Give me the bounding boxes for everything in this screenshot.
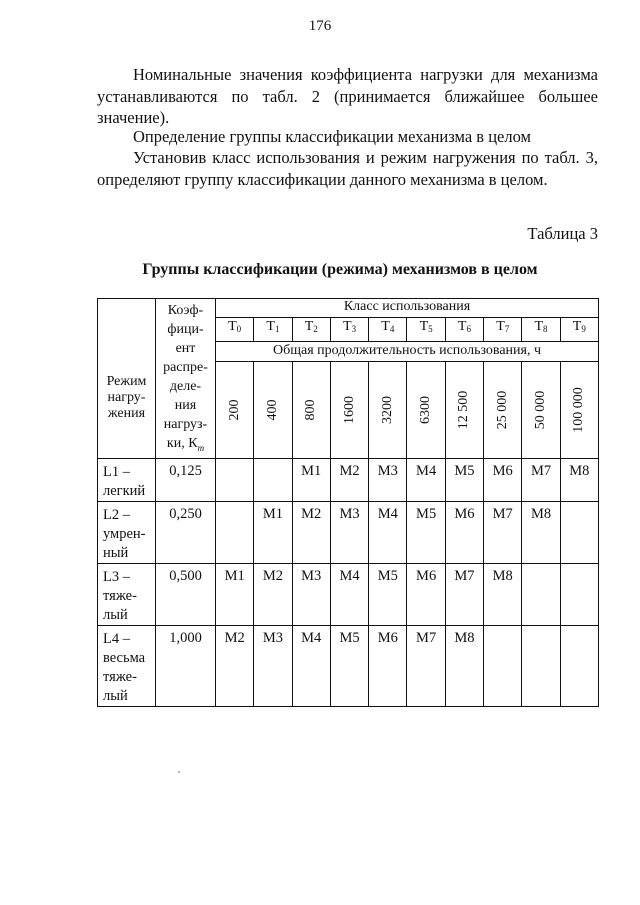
row-group-cell: M2 <box>216 625 254 706</box>
header-class-t3: $T_3$ <box>330 318 368 342</box>
row-group-cell <box>522 625 560 706</box>
table-row <box>98 563 599 625</box>
header-duration-4: 3200 <box>369 362 407 459</box>
header-duration-2: 800 <box>292 362 330 459</box>
scan-speck <box>178 771 180 773</box>
header-coef-line: фици- <box>167 322 204 337</box>
header-duration-7: 25 000 <box>484 362 522 459</box>
header-mode <box>98 299 156 459</box>
header-duration-3: 1600 <box>330 362 368 459</box>
row-group-cell: M6 <box>484 458 522 501</box>
row-coefficient: 0,500 <box>156 563 216 625</box>
header-mode-l1: Режим <box>106 374 147 390</box>
row-group-cell: M3 <box>369 458 407 501</box>
header-duration-5: 6300 <box>407 362 445 459</box>
row-mode: L3 – тяже-лый <box>98 563 156 625</box>
row-group-cell: M4 <box>292 625 330 706</box>
row-group-cell <box>560 625 598 706</box>
header-coef-subscript: т <box>197 442 205 453</box>
row-mode: L1 – легкий <box>98 458 156 501</box>
table-row <box>98 501 599 563</box>
row-coefficient: 1,000 <box>156 625 216 706</box>
row-group-cell: M5 <box>330 625 368 706</box>
row-group-cell: M3 <box>292 563 330 625</box>
row-group-cell: M5 <box>407 501 445 563</box>
row-group-cell <box>216 458 254 501</box>
row-group-cell: M5 <box>369 563 407 625</box>
row-group-cell <box>254 458 292 501</box>
row-group-cell <box>522 563 560 625</box>
header-coef-line: ент <box>175 341 196 356</box>
header-duration-0: 200 <box>216 362 254 459</box>
header-class-t7: $T_7$ <box>484 318 522 342</box>
header-class-t8: $T_8$ <box>522 318 560 342</box>
table-caption: Таблица 3 <box>527 224 598 243</box>
header-coef-line: Коэф- <box>167 303 204 318</box>
row-group-cell: M8 <box>522 501 560 563</box>
row-group-cell: M6 <box>445 501 483 563</box>
row-group-cell <box>216 501 254 563</box>
header-mode-l3: жения <box>107 406 146 422</box>
header-class-t5: $T_5$ <box>407 318 445 342</box>
row-mode: L4 – весьма тяже-лый <box>98 625 156 706</box>
header-mode-l2: нагру- <box>107 390 146 406</box>
header-coef-line: деле- <box>169 379 202 394</box>
page-number: 176 <box>308 18 332 34</box>
classification-table <box>97 298 599 707</box>
row-group-cell: M7 <box>445 563 483 625</box>
row-group-cell: M8 <box>445 625 483 706</box>
row-group-cell: M4 <box>369 501 407 563</box>
table-row <box>98 458 599 501</box>
row-group-cell: M6 <box>369 625 407 706</box>
header-coef-line: ния <box>174 398 197 413</box>
header-class-t1: $T_1$ <box>254 318 292 342</box>
header-class-t4: $T_4$ <box>369 318 407 342</box>
header-duration-6: 12 500 <box>445 362 483 459</box>
header-class-t6: $T_6$ <box>445 318 483 342</box>
table-row <box>98 625 599 706</box>
row-coefficient: 0,125 <box>156 458 216 501</box>
header-coefficient <box>156 299 216 459</box>
header-class: Класс использования <box>216 299 599 318</box>
row-group-cell: M8 <box>484 563 522 625</box>
header-duration: Общая продолжительность использования, ч <box>216 341 599 361</box>
row-group-cell <box>484 625 522 706</box>
row-group-cell <box>560 563 598 625</box>
paragraph-nominal-values: Номинальные значения коэффициента нагрузки для механизма устанавливаются по табл. 2 (принимается ближайшее большее значение). <box>97 65 598 127</box>
row-group-cell: M2 <box>292 501 330 563</box>
table-title: Группы классификации (режима) механизмов в целом <box>142 261 538 278</box>
header-duration-9: 100 000 <box>560 362 598 459</box>
row-group-cell: M8 <box>560 458 598 501</box>
header-class-t2: $T_2$ <box>292 318 330 342</box>
row-group-cell: M3 <box>254 625 292 706</box>
header-class-t0: $T_0$ <box>216 318 254 342</box>
row-coefficient: 0,250 <box>156 501 216 563</box>
row-group-cell: M7 <box>484 501 522 563</box>
row-group-cell: M2 <box>254 563 292 625</box>
row-group-cell: M2 <box>330 458 368 501</box>
row-group-cell: M5 <box>445 458 483 501</box>
row-group-cell: M3 <box>330 501 368 563</box>
paragraph-heading-definition: Определение группы классификации механизма в целом <box>133 127 531 146</box>
row-group-cell: M4 <box>407 458 445 501</box>
row-group-cell: M4 <box>330 563 368 625</box>
header-duration-1: 400 <box>254 362 292 459</box>
paragraph-set-class: Установив класс использования и режим нагружения по табл. 3, определяют группу классификации данного механизма в целом. <box>97 148 598 189</box>
row-group-cell: M1 <box>254 501 292 563</box>
row-group-cell: M1 <box>216 563 254 625</box>
header-coef-line: ки, К <box>166 436 198 451</box>
header-duration-8: 50 000 <box>522 362 560 459</box>
row-group-cell: M7 <box>522 458 560 501</box>
row-group-cell: M6 <box>407 563 445 625</box>
header-coef-line: распре- <box>163 360 208 375</box>
row-mode: L2 – умрен-ный <box>98 501 156 563</box>
header-coef-line: нагруз- <box>163 417 208 432</box>
row-group-cell: M7 <box>407 625 445 706</box>
row-group-cell <box>560 501 598 563</box>
row-group-cell: M1 <box>292 458 330 501</box>
header-class-t9: $T_9$ <box>560 318 598 342</box>
